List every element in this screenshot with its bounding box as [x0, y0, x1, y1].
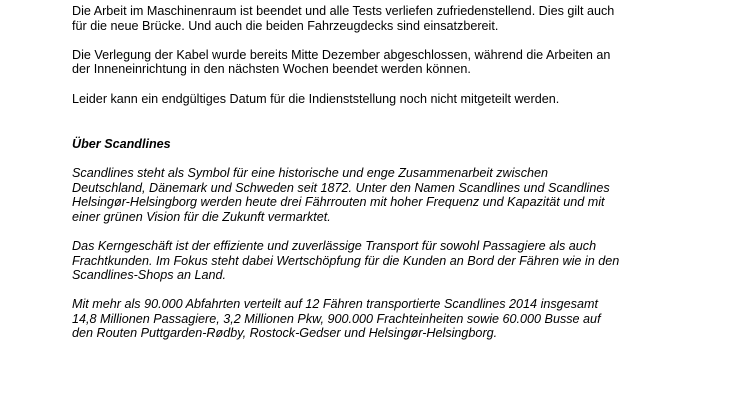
article-paragraph-3: Leider kann ein endgültiges Datum für die Indienststellung noch nicht mitgeteilt werden. [72, 91, 560, 106]
article-paragraph-1: Die Arbeit im Maschinenraum ist beendet und alle Tests verliefen zufriedenstellend. Dies gilt auch für die neue Brücke. Und auch die beiden Fahrzeugdecks sind einsatzbereit. [72, 4, 615, 33]
about-heading: Über Scandlines [72, 136, 171, 151]
document-page [72, 4, 672, 356]
about-paragraph-3: Mit mehr als 90.000 Abfahrten verteilt auf 12 Fähren transportierte Scandlines 2014 insgesamt 14,8 Millionen Passagiere, 3,2 Millionen Pkw, 900.000 Frachteinheiten sowie 60.000 Busse auf den Routen Puttgarden-Rødby, Rostock-Gedser und Helsingør-Helsingborg. [72, 297, 601, 341]
section-spacer [72, 121, 672, 137]
article-paragraph-2: Die Verlegung der Kabel wurde bereits Mitte Dezember abgeschlossen, während die Arbeiten an der Inneneinrichtung in den nächsten Wochen beendet werden können. [72, 47, 611, 77]
about-paragraph-1: Scandlines steht als Symbol für eine historische und enge Zusammenarbeit zwischen Deutschland, Dänemark und Schweden seit 1872. Unter den Namen Scandlines und Scandlines Helsingør-Helsingborg werden heute drei Fährrouten mit hoher Frequenz und Kapazität und mit einer grünen Vision für die Zukunft vermarktet. [72, 165, 610, 224]
about-paragraph-2: Das Kerngeschäft ist der effiziente und zuverlässige Transport für sowohl Passagiere als auch Frachtkunden. Im Fokus steht dabei Wertschöpfung für die Kunden an Bord der Fähren wie in den Scandlines-Shops an Land. [72, 238, 620, 283]
